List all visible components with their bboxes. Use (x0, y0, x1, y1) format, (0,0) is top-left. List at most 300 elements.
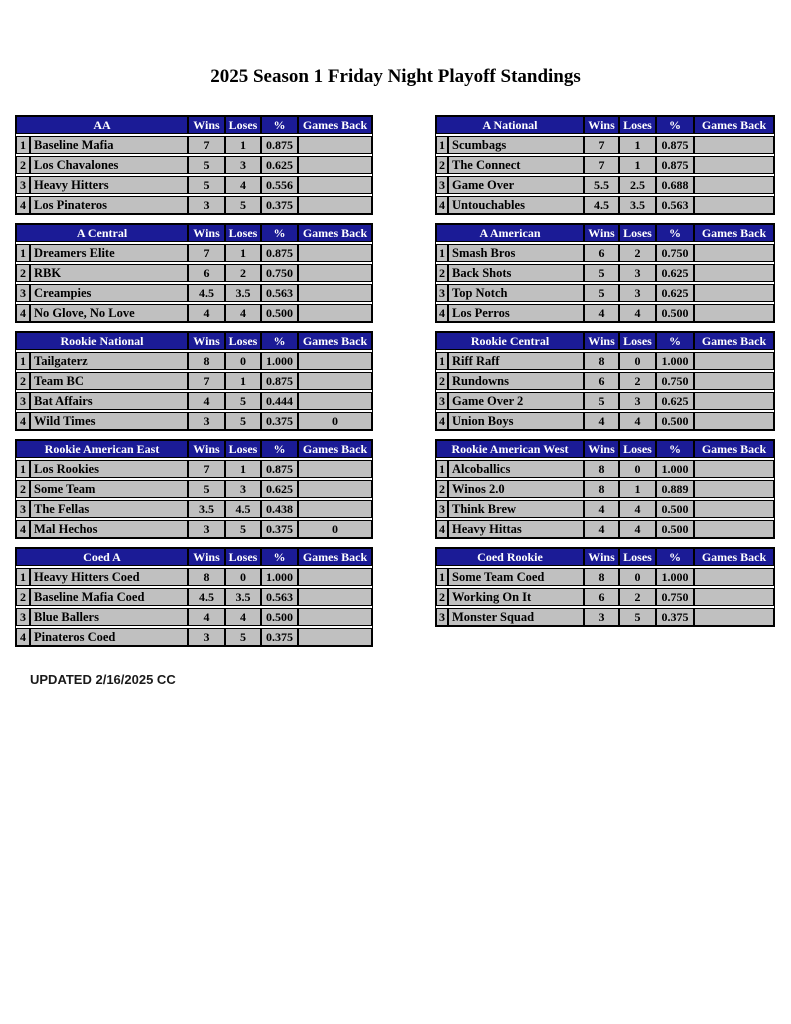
column-header-games-back: Games Back (694, 440, 774, 458)
team-name-cell: Pinateros Coed (30, 628, 188, 646)
loses-cell: 1 (225, 244, 261, 262)
wins-cell: 4 (584, 304, 619, 322)
column-header--: % (261, 116, 298, 134)
team-name-cell: Baseline Mafia Coed (30, 588, 188, 606)
wins-cell: 5 (584, 284, 619, 302)
rank-cell: 1 (436, 352, 448, 370)
loses-cell: 3.5 (225, 588, 261, 606)
rank-cell: 1 (16, 352, 30, 370)
team-row (16, 196, 372, 214)
standings-grid-rookie-american-east (16, 439, 372, 539)
wins-cell: 7 (188, 460, 225, 478)
loses-cell: 5 (225, 520, 261, 538)
pct-cell: 0.500 (656, 412, 694, 430)
wins-cell: 5.5 (584, 176, 619, 194)
team-name-cell: Heavy Hitters (30, 176, 188, 194)
team-name-cell: Riff Raff (448, 352, 584, 370)
column-header-loses: Loses (619, 224, 656, 242)
pct-cell: 0.375 (261, 412, 298, 430)
column-header--: % (261, 332, 298, 350)
team-name-cell: Los Pinateros (30, 196, 188, 214)
team-name-cell: Los Chavalones (30, 156, 188, 174)
wins-cell: 8 (188, 568, 225, 586)
games-back-cell (694, 352, 774, 370)
rank-cell: 1 (16, 244, 30, 262)
pct-cell: 0.500 (656, 304, 694, 322)
division-name: Rookie Central (436, 332, 584, 350)
games-back-cell (694, 500, 774, 518)
games-back-cell (298, 196, 372, 214)
rank-cell: 2 (16, 264, 30, 282)
wins-cell: 8 (584, 568, 619, 586)
header-row (436, 548, 774, 566)
column-header--: % (261, 224, 298, 242)
wins-cell: 3 (188, 628, 225, 646)
standings-table-coed-a (15, 547, 373, 647)
team-name-cell: Tailgaterz (30, 352, 188, 370)
team-name-cell: Dreamers Elite (30, 244, 188, 262)
division-name: A National (436, 116, 584, 134)
games-back-cell: 0 (298, 520, 372, 538)
rank-cell: 4 (16, 412, 30, 430)
team-row (436, 608, 774, 626)
standings-table-rookie-national (15, 331, 373, 431)
pct-cell: 0.563 (261, 588, 298, 606)
loses-cell: 1 (619, 156, 656, 174)
pct-cell: 0.750 (656, 372, 694, 390)
team-row (16, 136, 372, 154)
column-header-loses: Loses (225, 548, 261, 566)
team-name-cell: Think Brew (448, 500, 584, 518)
loses-cell: 2 (225, 264, 261, 282)
rank-cell: 1 (436, 244, 448, 262)
team-row (16, 156, 372, 174)
standings-table-a-american (435, 223, 775, 323)
team-name-cell: Top Notch (448, 284, 584, 302)
rank-cell: 3 (16, 284, 30, 302)
division-name: Rookie American East (16, 440, 188, 458)
pct-cell: 0.375 (656, 608, 694, 626)
rank-cell: 3 (436, 608, 448, 626)
loses-cell: 3 (619, 264, 656, 282)
team-row (436, 156, 774, 174)
team-row (16, 352, 372, 370)
wins-cell: 5 (188, 480, 225, 498)
pct-cell: 1.000 (656, 568, 694, 586)
rank-cell: 1 (436, 460, 448, 478)
loses-cell: 0 (619, 352, 656, 370)
pct-cell: 0.500 (261, 304, 298, 322)
team-name-cell: Los Rookies (30, 460, 188, 478)
column-header-wins: Wins (584, 548, 619, 566)
left-column (15, 115, 373, 655)
team-row (436, 460, 774, 478)
pct-cell: 0.563 (656, 196, 694, 214)
team-row (16, 628, 372, 646)
loses-cell: 0 (225, 352, 261, 370)
standings-table-a-central (15, 223, 373, 323)
games-back-cell (694, 304, 774, 322)
loses-cell: 4 (619, 304, 656, 322)
loses-cell: 1 (225, 460, 261, 478)
games-back-cell (694, 588, 774, 606)
games-back-cell (694, 412, 774, 430)
team-name-cell: Back Shots (448, 264, 584, 282)
games-back-cell (298, 608, 372, 626)
games-back-cell (694, 480, 774, 498)
wins-cell: 6 (584, 372, 619, 390)
column-header-games-back: Games Back (694, 332, 774, 350)
wins-cell: 7 (188, 244, 225, 262)
pct-cell: 0.500 (261, 608, 298, 626)
pct-cell: 0.500 (656, 520, 694, 538)
rank-cell: 1 (436, 568, 448, 586)
standings-table-coed-rookie (435, 547, 775, 627)
team-row (16, 392, 372, 410)
rank-cell: 3 (16, 392, 30, 410)
pct-cell: 0.375 (261, 520, 298, 538)
rank-cell: 4 (16, 196, 30, 214)
pct-cell: 0.563 (261, 284, 298, 302)
wins-cell: 3 (584, 608, 619, 626)
column-header-loses: Loses (619, 440, 656, 458)
rank-cell: 3 (436, 392, 448, 410)
loses-cell: 3 (619, 284, 656, 302)
team-row (16, 568, 372, 586)
games-back-cell (694, 520, 774, 538)
wins-cell: 6 (584, 244, 619, 262)
pct-cell: 0.556 (261, 176, 298, 194)
wins-cell: 8 (188, 352, 225, 370)
column-header-games-back: Games Back (298, 116, 372, 134)
games-back-cell (694, 608, 774, 626)
team-name-cell: Rundowns (448, 372, 584, 390)
header-row (436, 116, 774, 134)
standings-table-rookie-central (435, 331, 775, 431)
column-header-games-back: Games Back (694, 548, 774, 566)
wins-cell: 5 (188, 156, 225, 174)
loses-cell: 1 (225, 136, 261, 154)
wins-cell: 4.5 (584, 196, 619, 214)
rank-cell: 3 (436, 176, 448, 194)
wins-cell: 3.5 (188, 500, 225, 518)
rank-cell: 2 (436, 480, 448, 498)
games-back-cell (694, 284, 774, 302)
team-row (16, 460, 372, 478)
division-name: Coed A (16, 548, 188, 566)
games-back-cell (298, 304, 372, 322)
loses-cell: 3.5 (619, 196, 656, 214)
team-row (436, 244, 774, 262)
wins-cell: 8 (584, 460, 619, 478)
loses-cell: 3 (619, 392, 656, 410)
standings-grid-coed-a (16, 547, 372, 647)
team-name-cell: Creampies (30, 284, 188, 302)
team-row (16, 608, 372, 626)
rank-cell: 3 (436, 500, 448, 518)
rank-cell: 1 (436, 136, 448, 154)
pct-cell: 1.000 (261, 352, 298, 370)
column-header-loses: Loses (225, 224, 261, 242)
loses-cell: 2 (619, 244, 656, 262)
team-row (16, 372, 372, 390)
pct-cell: 0.875 (261, 244, 298, 262)
standings-grid-rookie-american-west (436, 439, 774, 539)
team-row (436, 352, 774, 370)
column-header--: % (261, 440, 298, 458)
pct-cell: 0.750 (656, 244, 694, 262)
column-header-wins: Wins (188, 332, 225, 350)
loses-cell: 4 (619, 412, 656, 430)
loses-cell: 4 (619, 500, 656, 518)
team-name-cell: Game Over 2 (448, 392, 584, 410)
header-row (16, 548, 372, 566)
rank-cell: 2 (16, 480, 30, 498)
rank-cell: 2 (16, 372, 30, 390)
pct-cell: 0.875 (656, 156, 694, 174)
rank-cell: 2 (436, 372, 448, 390)
games-back-cell (694, 156, 774, 174)
team-name-cell: Working On It (448, 588, 584, 606)
team-row (16, 480, 372, 498)
rank-cell: 1 (16, 568, 30, 586)
loses-cell: 1 (225, 372, 261, 390)
games-back-cell (298, 156, 372, 174)
page-title: 2025 Season 1 Friday Night Playoff Standings (210, 66, 581, 87)
team-row (16, 244, 372, 262)
team-name-cell: Blue Ballers (30, 608, 188, 626)
column-header-wins: Wins (584, 440, 619, 458)
column-header-loses: Loses (619, 548, 656, 566)
games-back-cell (298, 284, 372, 302)
games-back-cell (694, 244, 774, 262)
games-back-cell (694, 460, 774, 478)
loses-cell: 5 (619, 608, 656, 626)
rank-cell: 4 (436, 520, 448, 538)
loses-cell: 4 (225, 608, 261, 626)
games-back-cell (298, 264, 372, 282)
team-row (436, 588, 774, 606)
loses-cell: 3 (225, 480, 261, 498)
column-header-wins: Wins (584, 116, 619, 134)
loses-cell: 2.5 (619, 176, 656, 194)
standings-table-rookie-american-east (15, 439, 373, 539)
wins-cell: 5 (584, 264, 619, 282)
column-header-games-back: Games Back (694, 224, 774, 242)
pct-cell: 0.375 (261, 196, 298, 214)
rank-cell: 4 (16, 628, 30, 646)
games-back-cell (694, 196, 774, 214)
team-row (16, 500, 372, 518)
team-name-cell: Winos 2.0 (448, 480, 584, 498)
team-row (16, 520, 372, 538)
loses-cell: 2 (619, 588, 656, 606)
loses-cell: 4 (225, 304, 261, 322)
loses-cell: 0 (225, 568, 261, 586)
pct-cell: 0.875 (261, 136, 298, 154)
division-name: A American (436, 224, 584, 242)
games-back-cell (298, 372, 372, 390)
loses-cell: 1 (619, 480, 656, 498)
games-back-cell (298, 392, 372, 410)
games-back-cell: 0 (298, 412, 372, 430)
pct-cell: 1.000 (656, 460, 694, 478)
column-header-wins: Wins (188, 548, 225, 566)
wins-cell: 7 (188, 136, 225, 154)
standings-grid-a-central (16, 223, 372, 323)
rank-cell: 1 (16, 136, 30, 154)
division-name: AA (16, 116, 188, 134)
wins-cell: 4.5 (188, 588, 225, 606)
wins-cell: 8 (584, 480, 619, 498)
wins-cell: 7 (584, 156, 619, 174)
division-name: Rookie American West (436, 440, 584, 458)
rank-cell: 3 (436, 284, 448, 302)
pct-cell: 0.625 (656, 392, 694, 410)
loses-cell: 5 (225, 196, 261, 214)
team-name-cell: Mal Hechos (30, 520, 188, 538)
rank-cell: 4 (436, 196, 448, 214)
pct-cell: 0.875 (261, 460, 298, 478)
games-back-cell (694, 136, 774, 154)
pct-cell: 0.625 (261, 480, 298, 498)
team-name-cell: Some Team Coed (448, 568, 584, 586)
wins-cell: 4.5 (188, 284, 225, 302)
team-name-cell: No Glove, No Love (30, 304, 188, 322)
rank-cell: 3 (16, 176, 30, 194)
games-back-cell (298, 588, 372, 606)
header-row (16, 224, 372, 242)
pct-cell: 0.438 (261, 500, 298, 518)
loses-cell: 3.5 (225, 284, 261, 302)
column-header--: % (656, 548, 694, 566)
wins-cell: 7 (188, 372, 225, 390)
rank-cell: 4 (436, 304, 448, 322)
division-name: A Central (16, 224, 188, 242)
games-back-cell (298, 176, 372, 194)
team-row (436, 520, 774, 538)
team-row (436, 196, 774, 214)
column-header-wins: Wins (584, 332, 619, 350)
division-name: Rookie National (16, 332, 188, 350)
header-row (436, 224, 774, 242)
games-back-cell (694, 568, 774, 586)
pct-cell: 0.625 (656, 284, 694, 302)
wins-cell: 8 (584, 352, 619, 370)
wins-cell: 4 (188, 608, 225, 626)
loses-cell: 1 (619, 136, 656, 154)
updated-note: UPDATED 2/16/2025 CC (30, 672, 176, 687)
column-header-loses: Loses (619, 332, 656, 350)
team-row (16, 284, 372, 302)
division-name: Coed Rookie (436, 548, 584, 566)
team-name-cell: Heavy Hitters Coed (30, 568, 188, 586)
standings-grid-rookie-national (16, 331, 372, 431)
column-header-wins: Wins (188, 224, 225, 242)
loses-cell: 0 (619, 568, 656, 586)
team-row (436, 304, 774, 322)
rank-cell: 2 (16, 156, 30, 174)
games-back-cell (298, 136, 372, 154)
team-name-cell: Alcoballics (448, 460, 584, 478)
team-row (436, 284, 774, 302)
column-header-wins: Wins (188, 116, 225, 134)
team-name-cell: The Connect (448, 156, 584, 174)
pct-cell: 0.625 (656, 264, 694, 282)
team-row (436, 568, 774, 586)
games-back-cell (694, 392, 774, 410)
team-name-cell: Baseline Mafia (30, 136, 188, 154)
team-row (436, 392, 774, 410)
team-name-cell: Team BC (30, 372, 188, 390)
team-row (436, 500, 774, 518)
pct-cell: 0.889 (656, 480, 694, 498)
team-row (436, 176, 774, 194)
wins-cell: 3 (188, 412, 225, 430)
column-header-games-back: Games Back (298, 548, 372, 566)
loses-cell: 5 (225, 628, 261, 646)
team-name-cell: Los Perros (448, 304, 584, 322)
loses-cell: 4 (619, 520, 656, 538)
rank-cell: 4 (16, 304, 30, 322)
wins-cell: 3 (188, 520, 225, 538)
team-name-cell: Heavy Hittas (448, 520, 584, 538)
rank-cell: 2 (16, 588, 30, 606)
games-back-cell (694, 176, 774, 194)
pct-cell: 1.000 (261, 568, 298, 586)
loses-cell: 4 (225, 176, 261, 194)
games-back-cell (298, 480, 372, 498)
wins-cell: 6 (584, 588, 619, 606)
games-back-cell (298, 244, 372, 262)
team-name-cell: Monster Squad (448, 608, 584, 626)
pct-cell: 0.875 (656, 136, 694, 154)
wins-cell: 7 (584, 136, 619, 154)
wins-cell: 3 (188, 196, 225, 214)
column-header-games-back: Games Back (694, 116, 774, 134)
wins-cell: 4 (188, 392, 225, 410)
team-name-cell: The Fellas (30, 500, 188, 518)
column-header--: % (656, 440, 694, 458)
rank-cell: 2 (436, 264, 448, 282)
standings-grid-rookie-central (436, 331, 774, 431)
standings-grid-a-national (436, 115, 774, 215)
team-row (16, 264, 372, 282)
rank-cell: 2 (436, 588, 448, 606)
rank-cell: 3 (16, 608, 30, 626)
games-back-cell (298, 352, 372, 370)
rank-cell: 4 (436, 412, 448, 430)
games-back-cell (298, 500, 372, 518)
header-row (16, 440, 372, 458)
rank-cell: 2 (436, 156, 448, 174)
standings-grid-aa (16, 115, 372, 215)
loses-cell: 5 (225, 392, 261, 410)
team-name-cell: Wild Times (30, 412, 188, 430)
team-row (436, 372, 774, 390)
loses-cell: 4.5 (225, 500, 261, 518)
team-row (16, 304, 372, 322)
team-name-cell: Some Team (30, 480, 188, 498)
standings-grid-a-american (436, 223, 774, 323)
wins-cell: 4 (584, 412, 619, 430)
team-row (436, 264, 774, 282)
right-column (435, 115, 775, 635)
pct-cell: 0.625 (261, 156, 298, 174)
wins-cell: 4 (584, 520, 619, 538)
wins-cell: 6 (188, 264, 225, 282)
pct-cell: 0.375 (261, 628, 298, 646)
